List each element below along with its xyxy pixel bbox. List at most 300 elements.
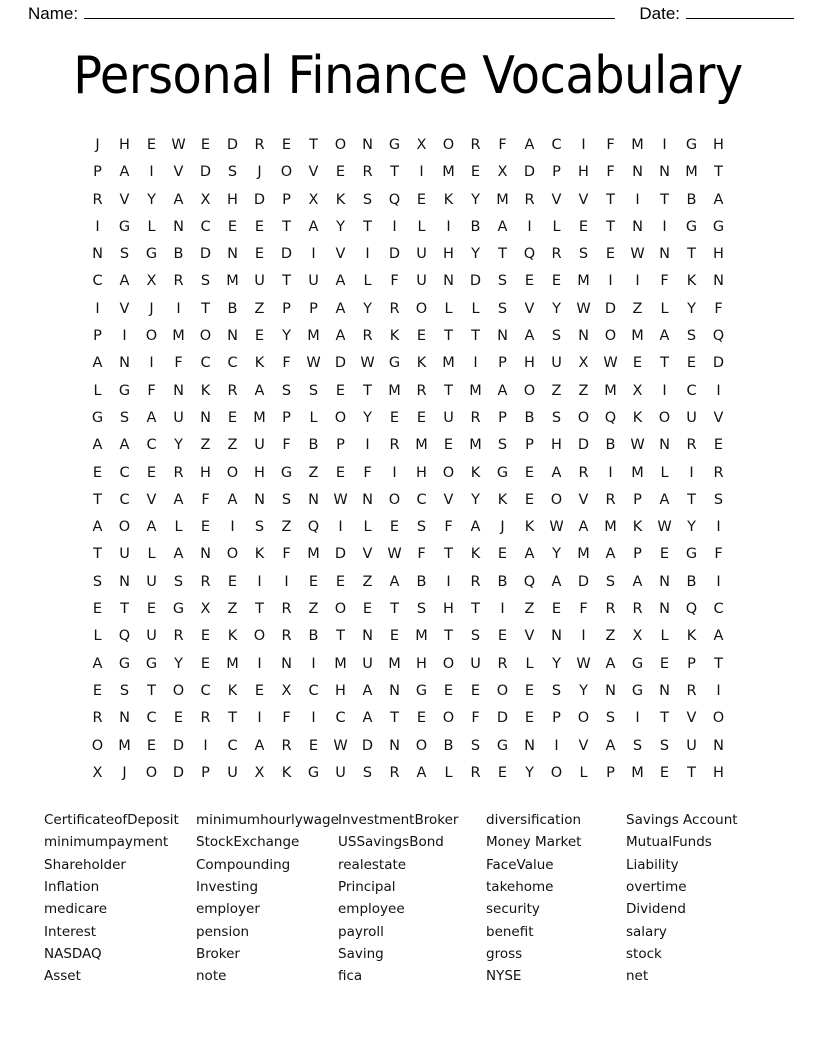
grid-letter[interactable]: M: [604, 519, 617, 536]
grid-letter[interactable]: U: [308, 273, 319, 290]
grid-letter[interactable]: O: [550, 764, 563, 781]
grid-letter[interactable]: Z: [227, 601, 238, 618]
grid-letter[interactable]: V: [335, 246, 346, 263]
grid-letter[interactable]: O: [712, 710, 725, 727]
grid-letter[interactable]: A: [524, 546, 535, 563]
grid-letter[interactable]: L: [309, 409, 318, 426]
grid-letter[interactable]: F: [498, 137, 507, 153]
grid-letter[interactable]: G: [631, 682, 644, 699]
grid-letter[interactable]: T: [687, 246, 696, 263]
grid-letter[interactable]: Y: [363, 409, 372, 426]
grid-letter[interactable]: B: [416, 573, 427, 590]
grid-letter[interactable]: S: [362, 764, 373, 781]
grid-letter[interactable]: N: [713, 737, 724, 754]
grid-letter[interactable]: I: [122, 328, 127, 345]
grid-letter[interactable]: E: [200, 519, 211, 536]
grid-letter[interactable]: E: [146, 737, 157, 754]
grid-letter[interactable]: Y: [552, 300, 561, 317]
grid-letter[interactable]: G: [280, 464, 293, 481]
grid-letter[interactable]: D: [523, 164, 536, 181]
grid-letter[interactable]: N: [227, 328, 238, 345]
grid-letter[interactable]: L: [363, 519, 372, 536]
grid-letter[interactable]: A: [524, 328, 535, 345]
grid-letter[interactable]: Y: [363, 300, 372, 317]
grid-letter[interactable]: L: [660, 628, 669, 645]
grid-letter[interactable]: Q: [712, 328, 725, 345]
grid-letter[interactable]: E: [524, 682, 535, 699]
grid-letter[interactable]: H: [416, 655, 427, 672]
grid-letter[interactable]: G: [145, 246, 158, 263]
grid-letter[interactable]: V: [119, 300, 130, 317]
grid-letter[interactable]: I: [446, 218, 451, 235]
grid-letter[interactable]: I: [635, 710, 640, 727]
grid-letter[interactable]: H: [443, 246, 454, 263]
grid-letter[interactable]: E: [551, 273, 562, 290]
grid-letter[interactable]: K: [632, 519, 643, 536]
grid-letter[interactable]: U: [173, 409, 184, 426]
grid-letter[interactable]: M: [334, 655, 347, 672]
grid-letter[interactable]: T: [444, 328, 453, 345]
grid-letter[interactable]: D: [496, 710, 509, 727]
grid-letter[interactable]: T: [363, 218, 372, 235]
grid-letter[interactable]: D: [334, 546, 347, 563]
grid-letter[interactable]: P: [633, 546, 642, 563]
grid-letter[interactable]: T: [606, 218, 615, 235]
grid-letter[interactable]: Z: [551, 382, 562, 399]
word-list-item[interactable]: Money Market: [486, 834, 582, 851]
grid-letter[interactable]: M: [172, 328, 185, 345]
grid-letter[interactable]: G: [685, 137, 698, 153]
grid-letter[interactable]: L: [93, 628, 102, 645]
word-list-item[interactable]: Interest: [44, 923, 97, 940]
grid-letter[interactable]: M: [442, 164, 455, 181]
grid-letter[interactable]: E: [632, 355, 643, 372]
grid-letter[interactable]: S: [416, 519, 427, 536]
grid-letter[interactable]: O: [226, 546, 239, 563]
grid-letter[interactable]: E: [497, 628, 508, 645]
grid-letter[interactable]: T: [714, 164, 723, 181]
grid-letter[interactable]: U: [551, 355, 562, 372]
grid-letter[interactable]: R: [686, 437, 697, 454]
word-list-item[interactable]: employer: [196, 901, 260, 918]
grid-letter[interactable]: T: [687, 491, 696, 508]
grid-letter[interactable]: Z: [362, 573, 373, 590]
grid-letter[interactable]: M: [604, 382, 617, 399]
grid-letter[interactable]: R: [92, 710, 103, 727]
grid-letter[interactable]: N: [551, 628, 562, 645]
grid-letter[interactable]: E: [416, 409, 427, 426]
grid-letter[interactable]: Y: [525, 764, 534, 781]
grid-letter[interactable]: Y: [552, 546, 561, 563]
grid-letter[interactable]: I: [635, 191, 640, 208]
grid-letter[interactable]: M: [577, 273, 590, 290]
grid-letter[interactable]: B: [443, 737, 454, 754]
grid-letter[interactable]: S: [308, 382, 319, 399]
grid-letter[interactable]: F: [363, 464, 372, 481]
grid-letter[interactable]: D: [334, 355, 347, 372]
grid-letter[interactable]: P: [309, 300, 318, 317]
word-list-item[interactable]: net: [626, 968, 649, 985]
word-list-item[interactable]: InvestmentBroker: [338, 812, 459, 829]
grid-letter[interactable]: H: [443, 601, 454, 618]
grid-letter[interactable]: G: [388, 137, 401, 153]
word-list-item[interactable]: Shareholder: [44, 856, 126, 873]
grid-letter[interactable]: U: [443, 409, 454, 426]
grid-letter[interactable]: R: [389, 764, 400, 781]
grid-letter[interactable]: V: [173, 164, 184, 181]
grid-letter[interactable]: E: [227, 573, 238, 590]
grid-letter[interactable]: V: [146, 491, 157, 508]
grid-letter[interactable]: E: [416, 328, 427, 345]
grid-letter[interactable]: V: [578, 737, 589, 754]
grid-letter[interactable]: C: [308, 682, 319, 699]
grid-letter[interactable]: O: [442, 464, 455, 481]
word-list-item[interactable]: note: [196, 968, 227, 985]
grid-letter[interactable]: K: [632, 409, 643, 426]
grid-letter[interactable]: Y: [174, 437, 183, 454]
grid-letter[interactable]: S: [578, 246, 589, 263]
grid-letter[interactable]: L: [93, 382, 102, 399]
grid-letter[interactable]: F: [606, 137, 615, 153]
grid-letter[interactable]: L: [444, 764, 453, 781]
grid-letter[interactable]: S: [497, 300, 508, 317]
grid-letter[interactable]: L: [444, 300, 453, 317]
grid-letter[interactable]: T: [714, 655, 723, 672]
grid-letter[interactable]: I: [689, 464, 694, 481]
grid-letter[interactable]: B: [524, 409, 535, 426]
grid-letter[interactable]: C: [92, 273, 103, 290]
grid-letter[interactable]: Y: [471, 491, 480, 508]
grid-letter[interactable]: M: [118, 737, 131, 754]
grid-letter[interactable]: N: [632, 218, 643, 235]
grid-letter[interactable]: A: [713, 191, 724, 208]
grid-letter[interactable]: A: [551, 464, 562, 481]
grid-letter[interactable]: V: [443, 491, 454, 508]
grid-letter[interactable]: A: [119, 164, 130, 181]
grid-letter[interactable]: T: [498, 246, 507, 263]
word-list-item[interactable]: Compounding: [196, 856, 291, 873]
grid-letter[interactable]: H: [335, 682, 346, 699]
grid-letter[interactable]: N: [659, 164, 670, 181]
grid-letter[interactable]: M: [631, 764, 644, 781]
grid-letter[interactable]: M: [415, 628, 428, 645]
grid-letter[interactable]: T: [255, 601, 264, 618]
grid-letter[interactable]: N: [659, 601, 670, 618]
grid-letter[interactable]: O: [442, 137, 455, 153]
grid-letter[interactable]: F: [714, 300, 723, 317]
grid-letter[interactable]: N: [497, 328, 508, 345]
grid-letter[interactable]: N: [281, 655, 292, 672]
grid-letter[interactable]: F: [444, 519, 453, 536]
word-list-item[interactable]: StockExchange: [196, 834, 300, 851]
grid-letter[interactable]: M: [577, 546, 590, 563]
grid-letter[interactable]: G: [631, 655, 644, 672]
grid-letter[interactable]: B: [308, 628, 319, 645]
grid-letter[interactable]: N: [443, 273, 454, 290]
grid-letter[interactable]: V: [551, 191, 562, 208]
grid-letter[interactable]: N: [713, 273, 724, 290]
grid-letter[interactable]: E: [227, 409, 238, 426]
grid-letter[interactable]: K: [470, 546, 481, 563]
grid-letter[interactable]: W: [576, 300, 591, 317]
grid-letter[interactable]: P: [498, 355, 507, 372]
grid-letter[interactable]: Z: [578, 382, 589, 399]
grid-letter[interactable]: C: [200, 218, 211, 235]
word-list-item[interactable]: USSavingsBond: [338, 834, 444, 851]
grid-letter[interactable]: Y: [174, 655, 183, 672]
grid-letter[interactable]: X: [632, 382, 643, 399]
grid-letter[interactable]: D: [577, 573, 590, 590]
grid-letter[interactable]: E: [659, 655, 670, 672]
grid-letter[interactable]: A: [632, 573, 643, 590]
grid-letter[interactable]: W: [360, 355, 375, 372]
grid-letter[interactable]: R: [686, 682, 697, 699]
grid-letter[interactable]: T: [687, 764, 696, 781]
grid-letter[interactable]: R: [605, 601, 616, 618]
grid-letter[interactable]: R: [173, 464, 184, 481]
word-list-item[interactable]: Liability: [626, 856, 679, 873]
word-list-item[interactable]: minimumhourlywage: [196, 812, 339, 829]
grid-letter[interactable]: U: [416, 246, 427, 263]
grid-letter[interactable]: C: [227, 737, 238, 754]
grid-letter[interactable]: U: [686, 737, 697, 754]
grid-letter[interactable]: G: [685, 218, 698, 235]
grid-letter[interactable]: T: [606, 191, 615, 208]
grid-letter[interactable]: A: [173, 546, 184, 563]
grid-letter[interactable]: N: [524, 737, 535, 754]
grid-letter[interactable]: O: [388, 491, 401, 508]
grid-letter[interactable]: P: [552, 164, 561, 181]
grid-letter[interactable]: S: [470, 737, 481, 754]
grid-letter[interactable]: I: [311, 710, 316, 727]
grid-letter[interactable]: T: [336, 628, 345, 645]
grid-letter[interactable]: D: [199, 164, 212, 181]
grid-letter[interactable]: G: [145, 655, 158, 672]
grid-letter[interactable]: T: [471, 601, 480, 618]
grid-letter[interactable]: H: [713, 246, 724, 263]
grid-letter[interactable]: P: [282, 300, 291, 317]
grid-letter[interactable]: K: [281, 764, 292, 781]
word-list-item[interactable]: medicare: [44, 901, 108, 918]
grid-letter[interactable]: D: [361, 737, 374, 754]
grid-letter[interactable]: T: [471, 328, 480, 345]
grid-letter[interactable]: X: [254, 764, 265, 781]
grid-letter[interactable]: K: [227, 682, 238, 699]
grid-letter[interactable]: L: [363, 273, 372, 290]
grid-letter[interactable]: C: [335, 710, 346, 727]
grid-letter[interactable]: Q: [685, 601, 698, 618]
grid-letter[interactable]: N: [659, 246, 670, 263]
grid-letter[interactable]: T: [660, 355, 669, 372]
word-list-item[interactable]: Investing: [196, 879, 259, 896]
word-list-item[interactable]: Asset: [44, 968, 81, 985]
grid-letter[interactable]: E: [524, 710, 535, 727]
grid-letter[interactable]: F: [606, 164, 615, 181]
word-list-item[interactable]: stock: [626, 945, 662, 962]
grid-letter[interactable]: S: [119, 409, 130, 426]
grid-letter[interactable]: E: [92, 601, 103, 618]
grid-letter[interactable]: I: [95, 300, 100, 317]
grid-letter[interactable]: I: [500, 601, 505, 618]
grid-letter[interactable]: H: [524, 355, 535, 372]
grid-letter[interactable]: M: [469, 382, 482, 399]
grid-letter[interactable]: J: [500, 519, 505, 536]
grid-letter[interactable]: S: [92, 573, 103, 590]
grid-letter[interactable]: Q: [307, 519, 320, 536]
grid-letter[interactable]: V: [362, 546, 373, 563]
grid-letter[interactable]: T: [660, 710, 669, 727]
grid-letter[interactable]: A: [659, 491, 670, 508]
grid-letter[interactable]: W: [549, 519, 564, 536]
word-list-item[interactable]: diversification: [486, 812, 582, 829]
grid-letter[interactable]: S: [227, 164, 238, 181]
grid-letter[interactable]: N: [119, 355, 130, 372]
grid-letter[interactable]: T: [93, 546, 102, 563]
grid-letter[interactable]: E: [254, 682, 265, 699]
word-search-grid[interactable]: [84, 132, 732, 787]
grid-letter[interactable]: J: [257, 164, 262, 181]
grid-letter[interactable]: L: [147, 218, 156, 235]
grid-letter[interactable]: W: [387, 546, 402, 563]
grid-letter[interactable]: I: [716, 682, 721, 699]
grid-letter[interactable]: K: [254, 355, 265, 372]
grid-letter[interactable]: S: [254, 519, 265, 536]
grid-letter[interactable]: R: [470, 573, 481, 590]
grid-letter[interactable]: Z: [605, 628, 616, 645]
grid-letter[interactable]: I: [311, 246, 316, 263]
grid-letter[interactable]: C: [146, 710, 157, 727]
grid-letter[interactable]: O: [415, 300, 428, 317]
grid-letter[interactable]: I: [365, 246, 370, 263]
grid-letter[interactable]: F: [471, 710, 480, 727]
word-list-item[interactable]: takehome: [486, 879, 554, 896]
grid-letter[interactable]: O: [658, 409, 671, 426]
grid-letter[interactable]: E: [713, 437, 724, 454]
grid-letter[interactable]: G: [307, 764, 320, 781]
grid-letter[interactable]: F: [282, 546, 291, 563]
grid-letter[interactable]: P: [93, 164, 102, 181]
grid-letter[interactable]: T: [444, 382, 453, 399]
grid-letter[interactable]: T: [390, 601, 399, 618]
grid-letter[interactable]: B: [686, 573, 697, 590]
grid-letter[interactable]: A: [146, 519, 157, 536]
grid-letter[interactable]: J: [95, 137, 100, 153]
grid-letter[interactable]: E: [443, 437, 454, 454]
grid-letter[interactable]: U: [119, 546, 130, 563]
grid-letter[interactable]: N: [92, 246, 103, 263]
grid-letter[interactable]: T: [201, 300, 210, 317]
grid-letter[interactable]: B: [686, 191, 697, 208]
grid-letter[interactable]: N: [362, 137, 373, 153]
grid-letter[interactable]: K: [686, 273, 697, 290]
grid-letter[interactable]: C: [146, 437, 157, 454]
grid-letter[interactable]: E: [524, 464, 535, 481]
grid-letter[interactable]: R: [200, 573, 211, 590]
word-list-item[interactable]: minimumpayment: [44, 834, 169, 851]
grid-letter[interactable]: W: [333, 491, 348, 508]
grid-letter[interactable]: Z: [632, 300, 643, 317]
grid-letter[interactable]: X: [497, 164, 508, 181]
grid-letter[interactable]: S: [605, 573, 616, 590]
grid-letter[interactable]: R: [524, 191, 535, 208]
grid-letter[interactable]: O: [523, 382, 536, 399]
grid-letter[interactable]: N: [200, 409, 211, 426]
grid-letter[interactable]: N: [605, 682, 616, 699]
grid-letter[interactable]: P: [282, 409, 291, 426]
grid-letter[interactable]: G: [496, 464, 509, 481]
grid-letter[interactable]: W: [171, 137, 186, 153]
grid-letter[interactable]: I: [257, 710, 262, 727]
grid-letter[interactable]: D: [172, 737, 185, 754]
grid-letter[interactable]: X: [281, 682, 292, 699]
grid-letter[interactable]: E: [497, 546, 508, 563]
grid-letter[interactable]: S: [200, 273, 211, 290]
grid-letter[interactable]: R: [389, 437, 400, 454]
grid-letter[interactable]: O: [172, 682, 185, 699]
grid-letter[interactable]: A: [92, 519, 103, 536]
grid-letter[interactable]: R: [281, 628, 292, 645]
grid-letter[interactable]: D: [172, 764, 185, 781]
grid-letter[interactable]: R: [470, 764, 481, 781]
grid-letter[interactable]: S: [281, 491, 292, 508]
grid-letter[interactable]: Y: [579, 682, 588, 699]
grid-letter[interactable]: E: [389, 409, 400, 426]
grid-letter[interactable]: R: [173, 273, 184, 290]
grid-letter[interactable]: M: [307, 546, 320, 563]
grid-letter[interactable]: Q: [523, 573, 536, 590]
grid-letter[interactable]: O: [550, 491, 563, 508]
grid-letter[interactable]: L: [579, 764, 588, 781]
grid-letter[interactable]: F: [174, 355, 183, 372]
grid-letter[interactable]: E: [335, 382, 346, 399]
grid-letter[interactable]: I: [581, 628, 586, 645]
grid-letter[interactable]: C: [227, 355, 238, 372]
grid-letter[interactable]: S: [173, 573, 184, 590]
grid-letter[interactable]: T: [93, 491, 102, 508]
grid-letter[interactable]: I: [392, 464, 397, 481]
grid-letter[interactable]: U: [470, 655, 481, 672]
grid-letter[interactable]: S: [281, 382, 292, 399]
grid-letter[interactable]: S: [416, 601, 427, 618]
grid-letter[interactable]: R: [281, 601, 292, 618]
grid-letter[interactable]: C: [200, 682, 211, 699]
grid-letter[interactable]: O: [415, 737, 428, 754]
grid-letter[interactable]: H: [713, 764, 724, 781]
grid-letter[interactable]: I: [149, 355, 154, 372]
grid-letter[interactable]: C: [713, 601, 724, 618]
grid-letter[interactable]: K: [443, 191, 454, 208]
grid-letter[interactable]: J: [149, 300, 154, 317]
grid-letter[interactable]: S: [497, 273, 508, 290]
grid-letter[interactable]: I: [392, 218, 397, 235]
grid-letter[interactable]: N: [227, 246, 238, 263]
grid-letter[interactable]: D: [604, 300, 617, 317]
grid-letter[interactable]: N: [578, 328, 589, 345]
grid-letter[interactable]: D: [280, 246, 293, 263]
grid-letter[interactable]: F: [390, 273, 399, 290]
grid-letter[interactable]: A: [308, 218, 319, 235]
grid-letter[interactable]: Y: [147, 191, 156, 208]
grid-letter[interactable]: Y: [282, 328, 291, 345]
grid-letter[interactable]: A: [497, 218, 508, 235]
grid-letter[interactable]: D: [577, 437, 590, 454]
grid-letter[interactable]: N: [389, 682, 400, 699]
grid-letter[interactable]: O: [91, 737, 104, 754]
grid-letter[interactable]: I: [446, 573, 451, 590]
grid-letter[interactable]: D: [199, 246, 212, 263]
grid-letter[interactable]: O: [577, 409, 590, 426]
grid-letter[interactable]: E: [362, 601, 373, 618]
